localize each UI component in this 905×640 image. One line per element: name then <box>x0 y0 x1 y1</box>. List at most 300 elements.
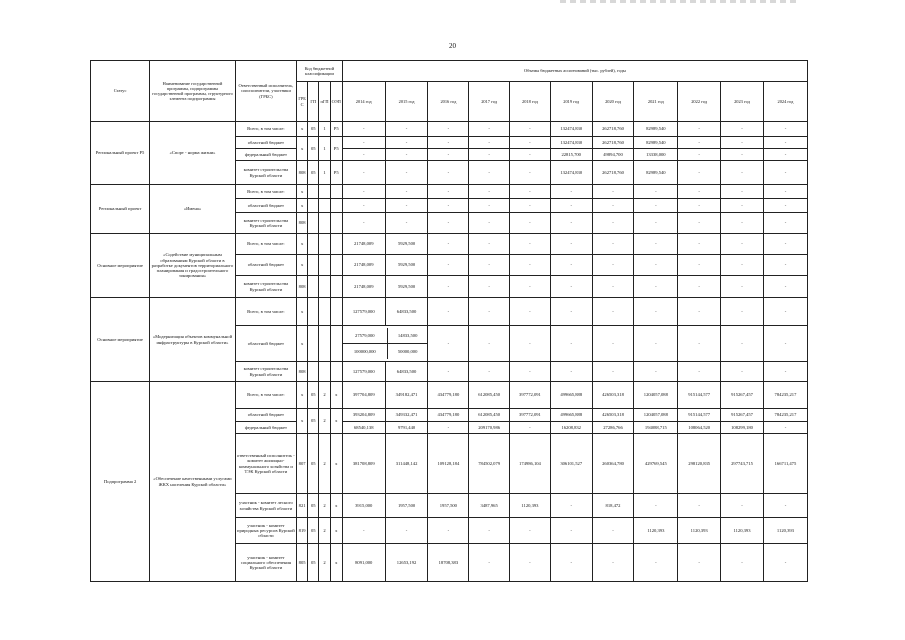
responsible-cell: областной бюджет <box>235 409 296 422</box>
value-cell: 127579,000 <box>342 298 385 326</box>
section-name: «Содействие муниципальным образованиям Курской области в разработке документов территориального планирования и градостроительного зонирования» <box>150 234 236 298</box>
code-pgp: 1 <box>319 122 330 137</box>
table-row <box>91 185 808 199</box>
value-cell: - <box>721 362 764 382</box>
code-gp: 05 <box>308 518 319 544</box>
value-cell: 8091,000 <box>342 544 385 582</box>
responsible-cell: областной бюджет <box>235 199 296 213</box>
value-cell: 27286,766 <box>592 422 634 434</box>
value-cell: - <box>385 137 428 149</box>
value-cell: - <box>550 199 592 213</box>
value-cell: - <box>342 518 385 544</box>
value-cell: 127579,000 <box>342 362 385 382</box>
responsible-cell: ответственный исполнитель - комитет жилищно-коммунального хозяйства и ТЭК Курской области <box>235 434 296 494</box>
value-cell: 397704,809 <box>342 382 385 409</box>
value-cell: - <box>592 234 634 255</box>
scan-artifact <box>560 0 800 3</box>
value-cell: 3915,000 <box>342 494 385 518</box>
value-cell: 68540,138 <box>342 422 385 434</box>
value-cell: 82989,540 <box>634 137 678 149</box>
section-status: Региональный проект Р5 <box>91 122 150 185</box>
responsible-cell: Всего, в том числе: <box>235 298 296 326</box>
value-cell: - <box>550 276 592 298</box>
code-pgp: 2 <box>319 382 330 409</box>
value-cell: 262718,760 <box>592 137 634 149</box>
header-status: Статус <box>91 61 150 122</box>
value-cell: 784235,217 <box>763 382 807 409</box>
value-cell: - <box>550 518 592 544</box>
value-cell: 82989,540 <box>634 122 678 137</box>
value-cell: 260364,780 <box>592 434 634 494</box>
table-row <box>91 382 808 409</box>
table-row <box>91 234 808 255</box>
value-cell: - <box>550 213 592 234</box>
value-cell: - <box>385 213 428 234</box>
value-cell: 166711,475 <box>763 434 807 494</box>
value-cell: - <box>721 255 764 276</box>
value-cell: - <box>550 255 592 276</box>
value-cell: - <box>469 149 510 161</box>
value-cell: - <box>592 276 634 298</box>
value-cell: - <box>469 298 510 326</box>
code-pgp <box>319 213 330 234</box>
value-cell: 132474,830 <box>550 137 592 149</box>
value-cell: 49894,700 <box>592 149 634 161</box>
value-cell: - <box>634 185 678 199</box>
table-row <box>91 298 808 326</box>
value-cell: 306101,527 <box>550 434 592 494</box>
code-pgp <box>319 234 330 255</box>
value-cell: - <box>721 213 764 234</box>
code-pgp: 2 <box>319 434 330 494</box>
value-cell: - <box>510 518 551 544</box>
value-cell: - <box>385 185 428 199</box>
value-cell: - <box>510 122 551 137</box>
budget-table <box>90 60 808 582</box>
value-cell: 1120,393 <box>721 518 764 544</box>
code-oep: Р5 <box>330 137 342 161</box>
code-grbs: х <box>296 185 307 199</box>
code-grbs: 808 <box>296 213 307 234</box>
value-cell: - <box>550 326 592 362</box>
value-cell: - <box>469 199 510 213</box>
value-cell: - <box>510 185 551 199</box>
responsible-cell: участник - комитет лесного хозяйства Курской области <box>235 494 296 518</box>
value-cell: - <box>763 544 807 582</box>
value-cell: - <box>678 234 721 255</box>
value-cell: - <box>510 326 551 362</box>
value-cell: - <box>634 362 678 382</box>
value-cell: - <box>510 298 551 326</box>
code-gp <box>308 234 319 255</box>
value-cell: - <box>469 276 510 298</box>
value-cell: - <box>510 234 551 255</box>
value-cell: - <box>342 185 385 199</box>
header-year-3: 2017 год <box>469 82 510 122</box>
value-cell: - <box>678 149 721 161</box>
value-cell: - <box>428 422 469 434</box>
value-cell: - <box>721 149 764 161</box>
code-oep <box>330 298 342 326</box>
code-oep <box>330 213 342 234</box>
value-cell: - <box>428 199 469 213</box>
header-year-6: 2020 год <box>592 82 634 122</box>
value-cell: - <box>763 137 807 149</box>
code-pgp <box>319 199 330 213</box>
value-cell: - <box>592 213 634 234</box>
value-cell: - <box>385 518 428 544</box>
value-cell: - <box>469 234 510 255</box>
code-oep <box>330 255 342 276</box>
value-cell: - <box>721 161 764 185</box>
value-cell: 21748,009 <box>342 234 385 255</box>
value-cell: - <box>721 234 764 255</box>
responsible-cell: участник - комитет природных ресурсов Курской области <box>235 518 296 544</box>
value-cell: 21748,009 <box>342 276 385 298</box>
value-cell: 18708,383 <box>428 544 469 582</box>
value-cell: - <box>592 362 634 382</box>
code-grbs: х <box>296 234 307 255</box>
value-cell: - <box>550 494 592 518</box>
responsible-cell: комитет строительства Курской области <box>235 161 296 185</box>
value-cell: - <box>678 326 721 362</box>
value-cell: - <box>678 362 721 382</box>
value-cell: - <box>469 255 510 276</box>
value-cell: 50000,000 <box>387 344 427 360</box>
value-cell: 784235,217 <box>763 409 807 422</box>
code-oep <box>330 234 342 255</box>
value-cell: 14833,500 <box>387 328 427 344</box>
code-pgp: 2 <box>319 544 330 582</box>
code-gp: 05 <box>308 122 319 137</box>
code-gp <box>308 255 319 276</box>
value-cell: - <box>550 298 592 326</box>
section-name: «Модернизация объектов коммунальной инфраструктуры в Курской области» <box>150 298 236 382</box>
header-code-0: ГРБС <box>296 82 307 122</box>
value-cell: - <box>634 234 678 255</box>
header-name: Наименование государственной программы, подпрограммы государственной программы, структурного элемента подпрограммы <box>150 61 236 122</box>
value-cell: - <box>510 137 551 149</box>
header-year-2: 2016 год <box>428 82 469 122</box>
value-cell: 297743,715 <box>721 434 764 494</box>
code-oep <box>330 326 342 362</box>
code-gp <box>308 362 319 382</box>
value-cell: 429769,545 <box>634 434 678 494</box>
header-year-9: 2023 год <box>721 82 764 122</box>
code-oep: х <box>330 382 342 409</box>
value-cell: - <box>763 234 807 255</box>
value-cell: 16208,832 <box>550 422 592 434</box>
value-cell: 132474,830 <box>550 161 592 185</box>
code-oep: Р5 <box>330 122 342 137</box>
value-cell: 174986,104 <box>510 434 551 494</box>
code-gp <box>308 298 319 326</box>
value-cell: - <box>428 518 469 544</box>
value-cell: - <box>678 122 721 137</box>
value-cell: - <box>592 326 634 362</box>
header-year-10: 2024 год <box>763 82 807 122</box>
value-cell: 5929,500 <box>385 255 428 276</box>
value-cell: - <box>469 185 510 199</box>
value-cell: - <box>469 326 510 362</box>
value-cell: - <box>721 276 764 298</box>
value-cell: - <box>385 161 428 185</box>
code-pgp: 2 <box>319 518 330 544</box>
value-cell: 915144,577 <box>678 409 721 422</box>
code-grbs: 808 <box>296 276 307 298</box>
value-cell: - <box>342 199 385 213</box>
code-grbs: х <box>296 298 307 326</box>
code-grbs: 819 <box>296 518 307 544</box>
value-cell: - <box>342 137 385 149</box>
value-cell: - <box>510 422 551 434</box>
value-cell: - <box>428 149 469 161</box>
value-cell: - <box>634 255 678 276</box>
section-status: Региональный проект <box>91 185 150 234</box>
value-cell: - <box>342 213 385 234</box>
value-cell: - <box>469 518 510 544</box>
code-gp: 05 <box>308 409 319 434</box>
value-cell: 397772,091 <box>510 382 551 409</box>
code-gp: 05 <box>308 382 319 409</box>
code-pgp <box>319 255 330 276</box>
value-cell: 1204057,088 <box>634 409 678 422</box>
value-cell: - <box>678 137 721 149</box>
value-cell: - <box>510 276 551 298</box>
value-cell: - <box>634 494 678 518</box>
section-status: Подпрограмма 2 <box>91 382 150 582</box>
value-cell: - <box>510 199 551 213</box>
value-cell: - <box>428 234 469 255</box>
code-oep: х <box>330 409 342 434</box>
value-cell: - <box>763 199 807 213</box>
value-cell: 262718,760 <box>592 122 634 137</box>
value-cell: - <box>550 234 592 255</box>
value-cell: 784502,079 <box>469 434 510 494</box>
value-cell: - <box>678 544 721 582</box>
value-cell: 1120,393 <box>763 518 807 544</box>
responsible-cell: областной бюджет <box>235 137 296 149</box>
code-grbs: 807 <box>296 434 307 494</box>
value-cell: - <box>634 199 678 213</box>
value-cell: 818,472 <box>592 494 634 518</box>
value-cell: - <box>634 276 678 298</box>
value-cell: - <box>763 298 807 326</box>
value-cell: - <box>510 362 551 382</box>
value-cell: - <box>510 161 551 185</box>
value-cell: 381708,809 <box>342 434 385 494</box>
section-status: Основное мероприятие <box>91 298 150 382</box>
value-cell: 612085,450 <box>469 382 510 409</box>
value-cell: - <box>592 199 634 213</box>
code-gp <box>308 276 319 298</box>
value-cell: - <box>678 161 721 185</box>
value-cell: 3487,965 <box>469 494 510 518</box>
value-cell: - <box>510 544 551 582</box>
responsible-cell: комитет строительства Курской области <box>235 213 296 234</box>
value-cell: - <box>763 422 807 434</box>
code-pgp <box>319 362 330 382</box>
value-cell: 1204057,088 <box>634 382 678 409</box>
value-cell: 1120,393 <box>634 518 678 544</box>
value-cell: - <box>763 494 807 518</box>
code-pgp: 2 <box>319 494 330 518</box>
value-cell: - <box>763 255 807 276</box>
code-oep: х <box>330 434 342 494</box>
value-cell: 9791,440 <box>385 422 428 434</box>
header-year-5: 2019 год <box>550 82 592 122</box>
value-cell: - <box>342 149 385 161</box>
value-cell: - <box>721 494 764 518</box>
value-cell: - <box>428 137 469 149</box>
header-year-4: 2018 год <box>510 82 551 122</box>
value-cell: - <box>550 544 592 582</box>
value-cell: - <box>510 149 551 161</box>
code-pgp: 2 <box>319 409 330 434</box>
split-values <box>343 328 428 359</box>
value-cell: - <box>634 213 678 234</box>
value-cell: 915267,457 <box>721 382 764 409</box>
value-cell: 5929,500 <box>385 234 428 255</box>
value-cell: - <box>428 185 469 199</box>
value-cell: - <box>678 199 721 213</box>
value-cell: - <box>469 213 510 234</box>
value-cell: - <box>763 161 807 185</box>
value-cell: - <box>428 161 469 185</box>
value-cell: 499665,888 <box>550 382 592 409</box>
value-cell: - <box>469 161 510 185</box>
header-code-1: ГП <box>308 82 319 122</box>
value-cell: - <box>678 494 721 518</box>
code-grbs: х <box>296 122 307 137</box>
code-gp <box>308 213 319 234</box>
code-oep: х <box>330 544 342 582</box>
value-cell: - <box>469 137 510 149</box>
section-name: «Спорт - норма жизни» <box>150 122 236 185</box>
code-gp: 05 <box>308 161 319 185</box>
value-cell: - <box>592 185 634 199</box>
value-cell: 262718,760 <box>592 161 634 185</box>
value-cell: - <box>721 326 764 362</box>
value-cell: - <box>678 255 721 276</box>
value-cell: - <box>721 298 764 326</box>
value-cell: - <box>550 362 592 382</box>
responsible-cell: Всего, в том числе: <box>235 234 296 255</box>
value-cell: - <box>510 213 551 234</box>
value-cell: - <box>634 298 678 326</box>
value-cell: - <box>721 185 764 199</box>
value-cell: - <box>763 149 807 161</box>
value-cell: - <box>469 544 510 582</box>
value-cell: 298120,835 <box>678 434 721 494</box>
value-cell: - <box>510 255 551 276</box>
code-pgp <box>319 326 330 362</box>
value-cell: - <box>763 276 807 298</box>
responsible-cell: комитет строительства Курской области <box>235 362 296 382</box>
value-cell: 499665,888 <box>550 409 592 422</box>
code-gp <box>308 199 319 213</box>
value-cell: - <box>763 213 807 234</box>
value-cell: 100000,000 <box>343 344 387 360</box>
responsible-cell: областной бюджет <box>235 326 296 362</box>
code-oep: Р5 <box>330 161 342 185</box>
table-row <box>91 122 808 137</box>
value-cell: - <box>428 326 469 362</box>
value-cell: - <box>721 137 764 149</box>
value-cell: 349182,471 <box>385 382 428 409</box>
page-number: 20 <box>449 42 456 50</box>
value-cell: - <box>678 276 721 298</box>
value-cell: 5929,500 <box>385 276 428 298</box>
header-year-0: 2014 год <box>342 82 385 122</box>
value-cell: 13338,000 <box>634 149 678 161</box>
code-pgp: 1 <box>319 161 330 185</box>
responsible-cell: участник - комитет социального обеспечения Курской области <box>235 544 296 582</box>
code-pgp <box>319 298 330 326</box>
code-oep: х <box>330 494 342 518</box>
code-gp: 05 <box>308 494 319 518</box>
section-name: «Обеспечение качественными услугами ЖКХ населения Курской области» <box>150 382 236 582</box>
value-cell: 349332,471 <box>385 409 428 422</box>
header-year-7: 2021 год <box>634 82 678 122</box>
code-oep <box>330 199 342 213</box>
section-name: «Имена» <box>150 185 236 234</box>
code-grbs: 808 <box>296 362 307 382</box>
responsible-cell: Всего, в том числе: <box>235 382 296 409</box>
code-oep <box>330 276 342 298</box>
header-responsible: Ответственный исполнитель, соисполнители, участники (ГРБС) <box>235 61 296 122</box>
code-pgp <box>319 276 330 298</box>
value-cell: 194088,715 <box>634 422 678 434</box>
code-grbs: х <box>296 326 307 362</box>
responsible-cell: областной бюджет <box>235 255 296 276</box>
header-year-8: 2022 год <box>678 82 721 122</box>
header-code-3: ОЭП <box>330 82 342 122</box>
code-gp <box>308 326 319 362</box>
code-grbs: х <box>296 255 307 276</box>
responsible-cell: федеральный бюджет <box>235 149 296 161</box>
header-code-2: пГП <box>319 82 330 122</box>
value-cell: - <box>634 544 678 582</box>
value-cell: 434779,180 <box>428 382 469 409</box>
value-cell: - <box>721 199 764 213</box>
value-cell: - <box>592 298 634 326</box>
value-cell: - <box>550 185 592 199</box>
value-cell: 209170,986 <box>469 422 510 434</box>
value-cell: - <box>342 161 385 185</box>
value-cell: 311448,142 <box>385 434 428 494</box>
value-cell: 64833,500 <box>385 362 428 382</box>
value-cell: - <box>428 122 469 137</box>
value-cell: - <box>428 213 469 234</box>
value-cell: 22815,700 <box>550 149 592 161</box>
value-cell: 82989,540 <box>634 161 678 185</box>
split-values-cell <box>342 326 428 362</box>
value-cell: - <box>428 362 469 382</box>
value-cell: 612085,450 <box>469 409 510 422</box>
value-cell: 915144,577 <box>678 382 721 409</box>
value-cell: - <box>678 185 721 199</box>
value-cell: 108064,520 <box>678 422 721 434</box>
code-grbs: 821 <box>296 494 307 518</box>
value-cell: - <box>721 544 764 582</box>
responsible-cell: Всего, в том числе: <box>235 122 296 137</box>
code-grbs: 805 <box>296 544 307 582</box>
code-oep <box>330 362 342 382</box>
value-cell: - <box>428 298 469 326</box>
code-grbs: 808 <box>296 161 307 185</box>
value-cell: 393204,809 <box>342 409 385 422</box>
